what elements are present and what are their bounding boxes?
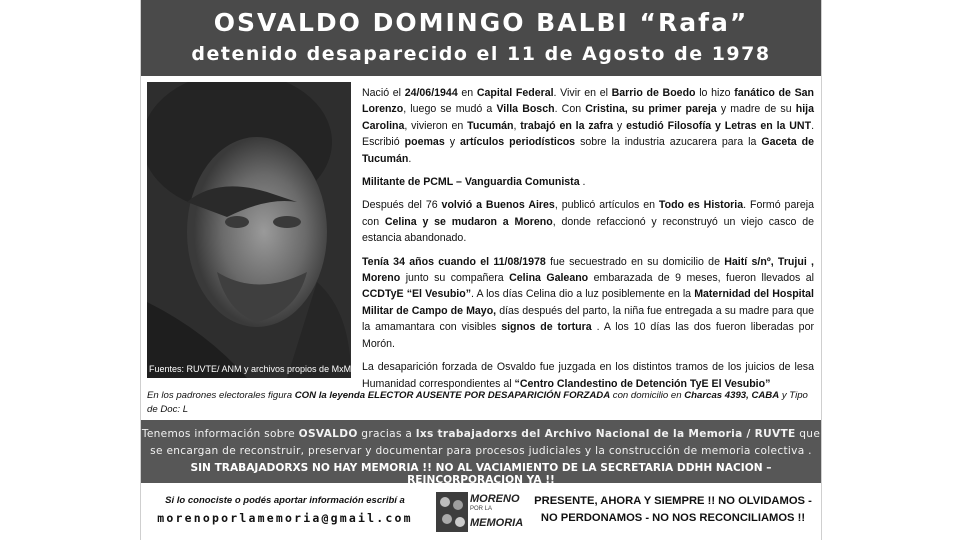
portrait-photo	[147, 82, 351, 378]
slogan	[529, 493, 817, 527]
bio-paragraph-5: La desaparición forzada de Osvaldo fue juzgada en los distintos tramos de los juicios de lesa Humanidad correspondientes al “Centro Clandestino de Detención TyE El Vesubio”	[362, 361, 814, 390]
header-banner	[141, 0, 821, 76]
person-name: OSVALDO DOMINGO BALBI “Rafa”	[213, 8, 749, 37]
photo-credit: Fuentes: RUVTE/ ANM y archivos propios de MxM	[149, 364, 351, 374]
moreno-por-la-memoria-logo	[436, 492, 524, 534]
biography	[362, 85, 814, 399]
logo-word-memoria: MEMORIA	[470, 517, 524, 529]
portrait-image	[147, 82, 351, 378]
archive-credit-text: Tenemos información sobre OSVALDO gracias a lxs trabajadorxs del Archivo Nacional de la Memoria / RUVTE que se encargan de reconstruir, preservar y documentar para procesos judiciales y la construcción de memoria colectiva .	[141, 428, 821, 457]
contact-question: Si lo conociste o podés aportar información escribí a	[165, 495, 405, 506]
memorial-card	[140, 0, 822, 540]
bio-paragraph-4: Tenía 34 años cuando el 11/08/1978 fue secuestrado en su domicilio de Haití s/nº, Trujui , Moreno junto su compañera Celina Galeano embarazada de 9 meses, fueron llevados al CCDTyE “El Vesubio”. A los días Celina dio a luz posiblemente en la Maternidad del Hospital Militar de Campo de Mayo, días después del parto, la niña fue entregada a su madre para que la amamantara con visibles signos de tortura . A los 10 días las dos fueron liberadas por Morón.	[362, 255, 815, 350]
contact-email[interactable]: morenoporlamemoria@gmail.com	[157, 511, 413, 525]
slogan-line-1: PRESENTE, AHORA Y SIEMPRE !! NO OLVIDAMOS -	[534, 495, 812, 507]
logo-faces-icon	[436, 492, 468, 532]
electoral-roll-note: En los padrones electorales figura CON la leyenda ELECTOR AUSENTE POR DESAPARICIÓN FORZADA con domicilio en Charcas 4393, CABA y Tipo de Doc: L	[147, 390, 808, 415]
logo-word-por-la: POR LA	[470, 506, 493, 512]
disappearance-subtitle: detenido desaparecido el 11 de Agosto de 1978	[191, 43, 771, 65]
contact-block	[145, 495, 425, 525]
logo-word-moreno: MORENO	[470, 493, 520, 505]
footer	[141, 486, 821, 540]
bio-paragraph-1: Nació el 24/06/1944 en Capital Federal. Vivir en el Barrio de Boedo lo hizo fanático de San Lorenzo, luego se mudó a Villa Bosch. Con Cristina, su primer pareja y madre de su hija Carolina, vivieron en Tucumán, trabajó en la zafra y estudió Filosofía y Letras en la UNT. Escribió poemas y artículos periodísticos sobre la industria azucarera para la Gaceta de Tucumán.	[362, 87, 815, 165]
bio-paragraph-2: Militante de PCML – Vanguardia Comunista .	[362, 176, 586, 189]
protest-text: SIN TRABAJADORXS NO HAY MEMORIA !! NO AL VACIAMIENTO DE LA SECRETARIA DDHH NACION – REINCORPORACION YA !!	[190, 462, 772, 486]
bio-paragraph-3: Después del 76 volvió a Buenos Aires, publicó artículos en Todo es Historia. Formó pareja con Celina y se mudaron a Moreno, donde refaccionó y reconstruyó un viejo casco de estancia abandonado.	[362, 199, 814, 245]
slogan-line-2: NO PERDONAMOS - NO NOS RECONCILIAMOS !!	[540, 512, 806, 524]
info-banner	[141, 420, 821, 486]
